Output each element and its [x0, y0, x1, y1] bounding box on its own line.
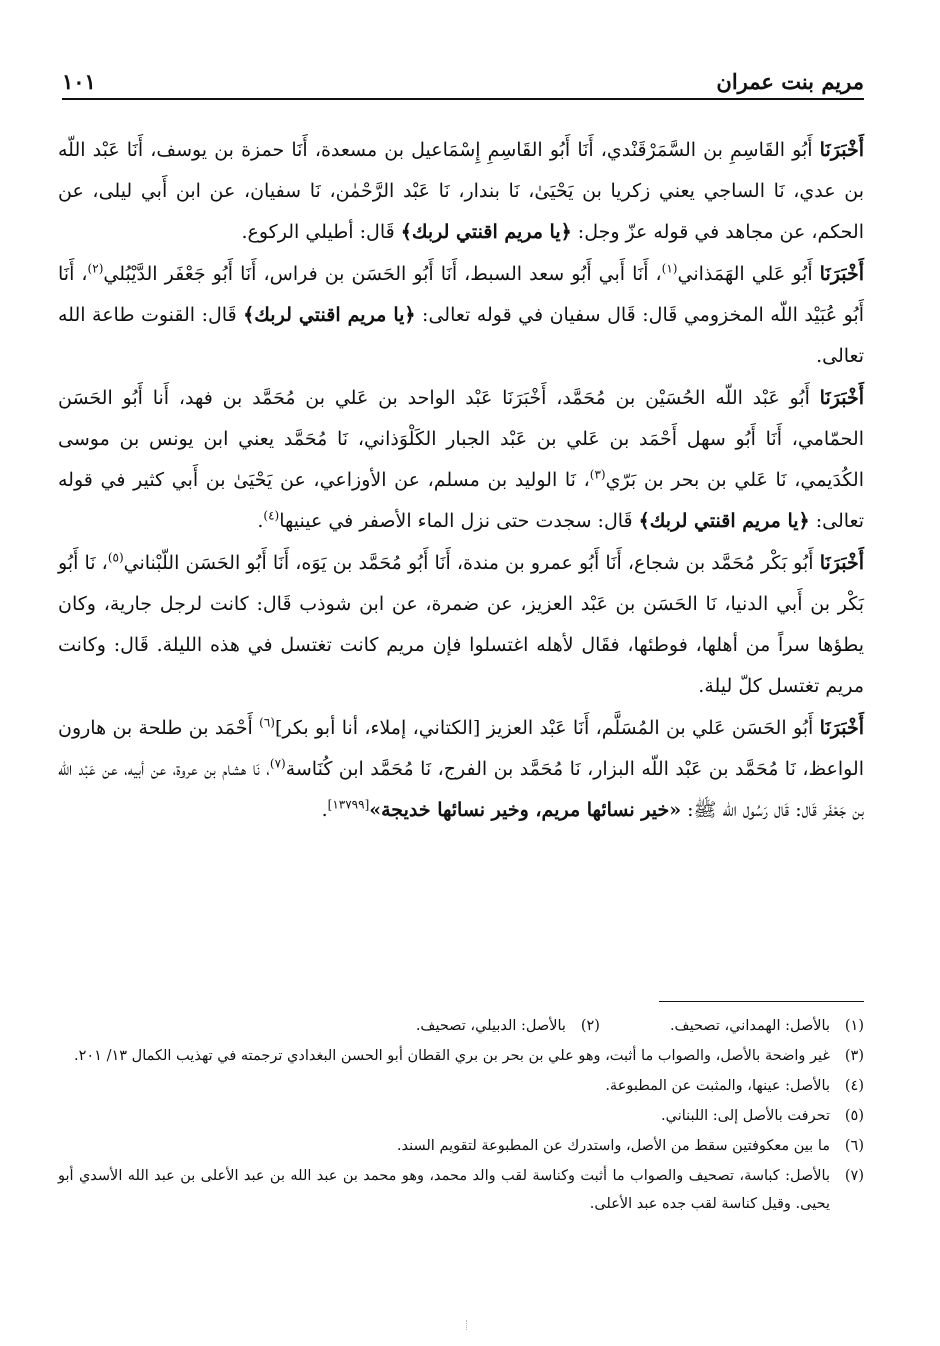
- footnote-ref-1[interactable]: (١): [661, 261, 678, 276]
- footnote-number: (٥): [844, 1108, 864, 1124]
- footnote-row: [58, 1012, 864, 1040]
- footnote-item: [58, 1072, 864, 1100]
- paragraph-3: [58, 378, 864, 542]
- footnote-text: بالأصل: الهمداني، تصحيف.: [669, 1018, 830, 1034]
- footnote-ref-3[interactable]: (٣): [589, 467, 606, 482]
- footnote-ref-6[interactable]: (٦): [259, 715, 275, 730]
- footnote-item: [58, 1042, 864, 1070]
- isnad-text: أَحْمَد بن طلحة بن هارون الواعظ، نَا مُحَمَّد بن عَبْد اللّه البزار، نَا مُحَمَّد بن الفرج، نَا مُحَمَّد ابن كُنَاسة: [58, 717, 864, 780]
- isnad-text: ، نَا الوليد بن مسلم، عن الأوزاعي، عن يَحْيَىٰ بن أَبي كثير في قوله تعالى:: [58, 469, 864, 532]
- quran-verse: ﴿يا مريم اقنتي لربك﴾: [243, 304, 416, 326]
- footnote-ref-4[interactable]: (٤): [263, 508, 280, 523]
- main-text: [58, 130, 864, 831]
- matn-text: ، نَا أَبُو بَكْر بن أَبي الدنيا، نَا الحَسَن بن عَبْد العزيز، عن ضمرة، عن ابن شوذب قَال: كانت لرجل جارية، وكان يطؤها سراً من أهلها، فوطئها، فقَال لأهله اغتسلوا فإن مريم كانت تغتسل في هذه الليلة. قَال: وكانت مريم تغتسل كلّ ليلة.: [58, 552, 864, 697]
- isnad-text: أَبُو الحَسَن عَلي بن المُسَلَّم، أَنَا عَبْد العزيز [الكتاني، إملاء، أنا أبو بكر]: [274, 717, 820, 739]
- footnote-ref-2[interactable]: (٢): [87, 261, 104, 276]
- footnote-number: (١): [844, 1018, 864, 1034]
- akhbarana-lead: أَخْبَرَنَا: [819, 717, 864, 739]
- isnad-text: أَبُو عَبْد اللّه الحُسَيْن بن مُحَمَّد، أَخْبَرَنَا عَبْد الواحد بن عَلي بن مُحَمَّد بن فهد، أَنا أَبُو الحَسَن الحمّامي، أَنَا أَبُو سهل أَحْمَد بن عَلي بن عَبْد الجبار الكَلْوَذاني، نَا مُحَمَّد يعني ابن يونس بن موسى الكُدَيمي، نَا عَلي بن بحر بن بَرّي: [58, 387, 864, 491]
- paragraph-2: [58, 254, 864, 377]
- footnote-number: (٣): [844, 1048, 864, 1064]
- footnote-text: ما بين معكوفتين سقط من الأصل، واستدرك عن المطبوعة لتقويم السند.: [396, 1138, 830, 1154]
- footnote-text: بالأصل: كباسة، تصحيف والصواب ما أثبت وكناسة لقب والد محمد، وهو محمد بن عبد الله بن عبد الأعلى بن عبد الله الأسدي أبو يحيى. وقيل كناسة لقب جده عبد الأعلى.: [58, 1168, 830, 1212]
- hadith-number: [١٣٧٩٩]: [327, 797, 370, 812]
- footnote-text: تحرفت بالأصل إلى: اللبناني.: [661, 1108, 830, 1124]
- footnote-item: [58, 1132, 864, 1160]
- footnote-number: (٦): [844, 1138, 864, 1154]
- footnote-ref-5[interactable]: (٥): [107, 550, 124, 565]
- page-header: [62, 58, 864, 100]
- paragraph-4: [58, 543, 864, 707]
- footnote-text: بالأصل: عينها، والمثبت عن المطبوعة.: [605, 1078, 830, 1094]
- footnote-ref-7[interactable]: (٧): [269, 756, 286, 771]
- footnote-text: بالأصل: الدبيلي، تصحيف.: [415, 1018, 566, 1034]
- paragraph-5: [58, 708, 864, 831]
- paragraph-1: [58, 130, 864, 253]
- isnad-text: أَبُو القَاسِمِ بن السَّمَرْقَنْدي، أَنَا أَبُو القَاسِمِ إِسْمَاعيل بن مسعدة، أَنَا حمزة بن يوسف، أَنَا عَبْد اللّه بن عدي، نَا الساجي يعني زكريا بن يَحْيَىٰ، نَا بندار، نَا عَبْد الرَّحْمٰن، نَا سفيان، عن ابن أَبي ليلى، عن الحكم، عن مجاهد في قوله عزّ وجل:: [58, 139, 864, 243]
- isnad-text: ، أَنَا أَبي أَبُو سعد السبط، أَنَا أَبُو الحَسَن بن فراس، أَنَا أَبُو جَعْفَر الدَّيْبُلي: [103, 263, 662, 285]
- scan-mark: [466, 1320, 470, 1330]
- footnote-item: [58, 1102, 864, 1130]
- akhbarana-lead: أَخْبَرَنَا: [819, 139, 864, 161]
- end-punct: .: [321, 799, 328, 821]
- isnad-text: ، أَنَا أَبُو عُبَيْد اللّه المخزومي قَال: قَال سفيان في قوله تعالى:: [58, 263, 864, 326]
- footnote-number: (٧): [844, 1168, 864, 1184]
- footnote-item: [58, 1162, 864, 1218]
- footnote-item: [416, 1012, 600, 1040]
- footnote-text: غير واضحة بالأصل، والصواب ما أثبت، وهو علي بن بحر بن بري القطان أبو الحسن البغدادي ترجمته في تهذيب الكمال ١٣/ ٢٠١.: [73, 1048, 830, 1064]
- isnad-text: أَبُو عَلي الهَمَذاني: [677, 263, 820, 285]
- matn-text: قَال: القنوت طاعة الله تعالى.: [58, 304, 864, 367]
- running-title: مريم بنت عمران: [716, 69, 864, 94]
- end-punct: .: [257, 510, 264, 532]
- footnote-separator: [659, 1001, 864, 1002]
- footnotes: [58, 1012, 864, 1220]
- hadith-text: «خير نسائها مريم، وخير نسائها خديجة»: [369, 799, 682, 821]
- matn-text: قَال: سجدت حتى نزل الماء الأصفر في عينيها: [279, 510, 639, 532]
- isnad-text: أَبُو بَكْر مُحَمَّد بن شجاع، أَنَا أَبُو عمرو بن مندة، أَنَا أَبُو مُحَمَّد بن يَوَه، أَنَا أَبُو الحَسَن اللّبْناني: [123, 552, 820, 574]
- akhbarana-lead: أَخْبَرَنَا: [819, 387, 864, 409]
- footnote-number: (٤): [844, 1078, 864, 1094]
- footnote-number: (٢): [580, 1018, 600, 1034]
- quran-verse: ﴿يا مريم اقنتي لربك﴾: [638, 510, 810, 532]
- akhbarana-lead: أَخْبَرَنَا: [819, 552, 865, 574]
- quran-verse: ﴿يا مريم اقنتي لربك﴾: [400, 221, 572, 243]
- page-number: ١٠١: [62, 69, 96, 94]
- footnote-item: [670, 1012, 864, 1040]
- matn-text: قَال: أطيلي الركوع.: [241, 221, 401, 243]
- isnad-text: ، نَا هشام بن عروة، عن أبيه، عن عَبْد اللّه بن جَعْفَر قَال: قَال رَسُول الله ﷺ:: [58, 758, 864, 821]
- akhbarana-lead: أَخْبَرَنَا: [819, 263, 864, 285]
